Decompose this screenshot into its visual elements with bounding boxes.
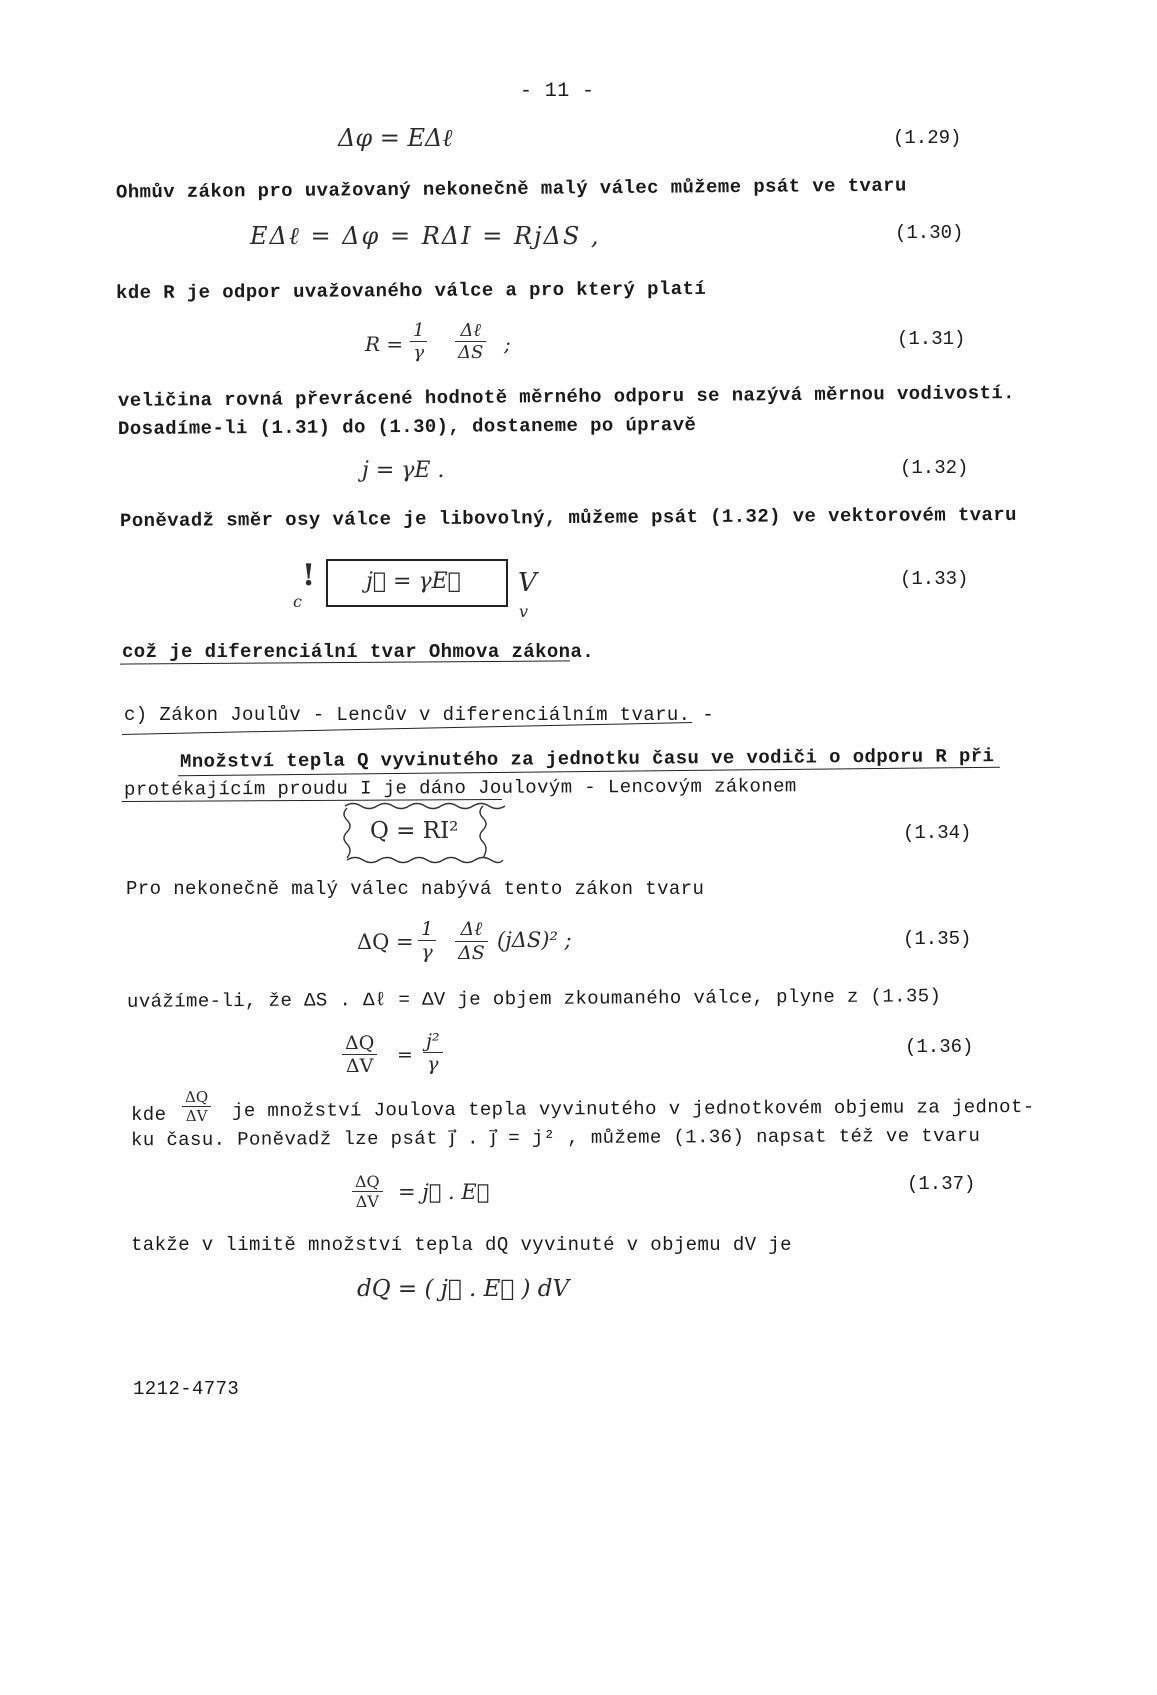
eq135-f2-den: ΔS	[458, 942, 485, 964]
inline-fraction-dq-dv	[182, 1088, 211, 1125]
eq131-f2-den: ΔS	[458, 342, 484, 363]
equation-number-1-30: (1.30)	[895, 222, 964, 244]
text-line-resistance: kde R je odpor uvažovaného válce a pro který platí	[115, 277, 707, 305]
text-line-heat-amount: Množství tepla Q vyvinutého za jednotku času ve vodiči o odporu R při	[179, 745, 995, 773]
equation-number-1-37: (1.37)	[907, 1173, 976, 1195]
text-line-vector-form: Poněvadž směr osy válce je libovolný, můžeme psát (1.32) ve vektorovém tvaru	[119, 503, 1018, 533]
eq136-fraction-2	[423, 1030, 443, 1075]
eq131-f1-num: 1	[410, 320, 427, 342]
eq135-fraction-1	[418, 918, 436, 963]
eq137-f-den: ΔV	[355, 1192, 379, 1211]
eq136-mid: =	[397, 1044, 413, 1066]
equation-1-34: Q = RI²	[370, 818, 459, 844]
inline-f-den: ΔV	[185, 1107, 208, 1125]
text-line-conductivity: veličina rovná převrácené hodnotě měrného odporu se nazývá měrnou vodivostí.	[117, 382, 1016, 412]
eq137-tail: = j⃗ . E⃗	[398, 1180, 490, 1204]
eq137-f-num: ΔQ	[352, 1172, 383, 1192]
eq135-lhs: ΔQ =	[357, 930, 414, 954]
equation-dq-limit: dQ = ( j⃗ . E⃗ ) dV	[357, 1276, 570, 1302]
equation-number-1-35: (1.35)	[903, 928, 972, 950]
eq136-f1-num: ΔQ	[342, 1032, 377, 1055]
text-line-differential-form: což je diferenciální tvar Ohmova zákona.	[122, 641, 595, 663]
text-line-joule-lenz: protékajícím proudu I je dáno Joulovým - Lencovým zákonem	[123, 775, 797, 801]
eq135-fraction-2	[455, 918, 488, 964]
eq133-mark-right: V	[518, 568, 537, 598]
eq133-mark-left-sub: c	[293, 592, 302, 611]
eq131-tail: ;	[504, 332, 511, 356]
text-line-volume: uvážíme-li, že ΔS . Δℓ = ΔV je objem zkoumaného válce, plyne z (1.35)	[126, 985, 942, 1013]
eq135-f1-num: 1	[418, 918, 436, 941]
eq131-f2-num: Δℓ	[455, 320, 486, 342]
eq131-lhs: R =	[365, 332, 404, 356]
eq133-mark-right-sub: v	[519, 602, 529, 621]
eq136-fraction-1	[342, 1032, 377, 1077]
equation-1-32: j = γE .	[362, 458, 445, 483]
text-line-limit: takže v limitě množství tepla dQ vyvinuté v objemu dV je	[131, 1234, 792, 1256]
eq135-f1-den: γ	[421, 941, 433, 963]
eq133-mark-left: !	[302, 558, 316, 593]
section-heading-c: c) Zákon Joulův - Lencův v diferenciálním tvaru. -	[124, 704, 715, 726]
text-line-kde: kde	[131, 1104, 167, 1126]
equation-number-1-33: (1.33)	[900, 568, 969, 590]
text-line-time-unit: ku času. Poněvadž lze psát j⃗ . j⃗ = j² , můžeme (1.36) napsat též ve tvaru	[130, 1124, 981, 1152]
equation-number-1-31: (1.31)	[897, 328, 966, 350]
equation-1-30: EΔℓ = Δφ = RΔI = RjΔS ,	[250, 222, 601, 250]
document-code: 1212-4773	[133, 1378, 240, 1400]
text-line-joule-heat: je množství Joulova tepla vyvinutého v jednotkovém objemu za jednot-	[231, 1095, 1035, 1123]
equation-1-33-box	[326, 559, 508, 607]
text-line-infinitesimal: Pro nekonečně malý válec nabývá tento zákon tvaru	[126, 878, 705, 900]
eq131-fraction-2	[455, 320, 486, 363]
equation-number-1-34: (1.34)	[903, 822, 972, 844]
inline-f-num: ΔQ	[182, 1088, 211, 1107]
text-line-substitute: Dosadíme-li (1.31) do (1.30), dostaneme po úpravě	[117, 413, 697, 441]
eq136-f1-den: ΔV	[345, 1055, 374, 1077]
eq136-f2-num: j²	[423, 1030, 443, 1053]
eq131-f1-den: γ	[413, 342, 425, 363]
eq135-f2-num: Δℓ	[455, 918, 488, 942]
equation-number-1-29: (1.29)	[893, 127, 962, 149]
equation-1-29: Δφ = EΔℓ	[338, 124, 453, 152]
eq137-fraction	[352, 1172, 383, 1211]
equation-1-33: j⃗ = γE⃗	[366, 569, 461, 594]
eq131-fraction-1	[410, 320, 427, 363]
page-number: - 11 -	[520, 80, 595, 103]
text-line-ohm-law-intro: Ohmův zákon pro uvažovaný nekonečně malý válec můžeme psát ve tvaru	[115, 174, 907, 204]
eq135-tail: (jΔS)² ;	[497, 928, 572, 952]
equation-number-1-36: (1.36)	[905, 1036, 974, 1058]
eq136-f2-den: γ	[427, 1053, 439, 1075]
equation-number-1-32: (1.32)	[900, 457, 969, 479]
